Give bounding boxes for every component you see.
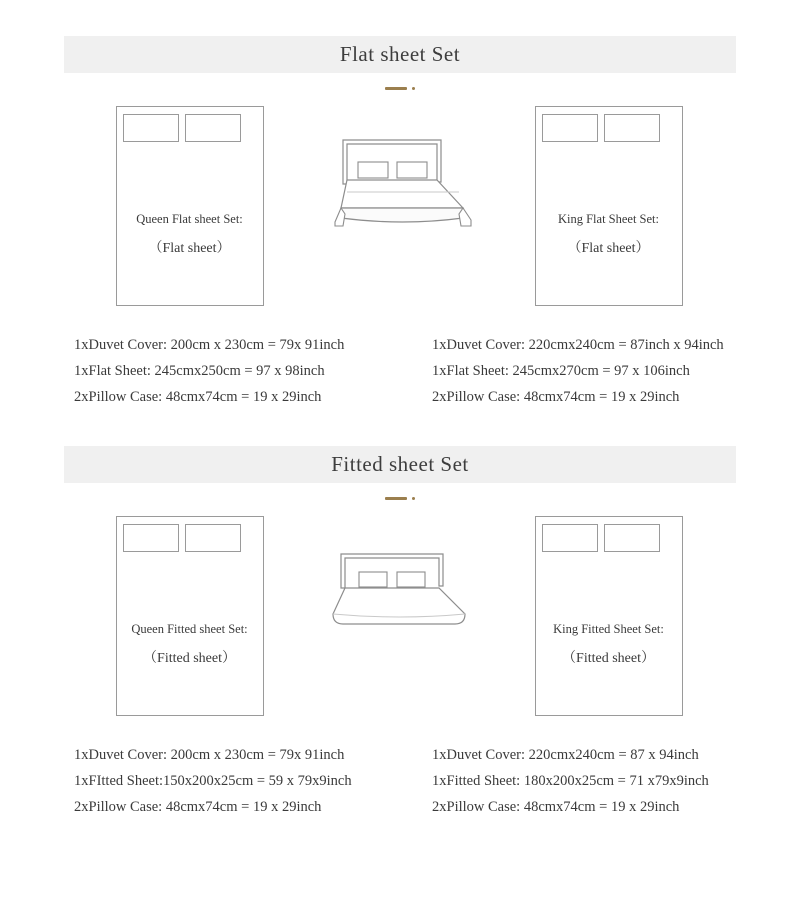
king-fitted-label-line2: （Fitted sheet） [562, 651, 655, 666]
spec-line: 2xPillow Case: 48cmx74cm = 19 x 29inch [432, 799, 680, 815]
queen-flat-label-line2: （Flat sheet） [148, 241, 231, 256]
illustration-row-flat [0, 106, 800, 306]
ornament-divider-fitted [0, 494, 800, 502]
pillow-icon [604, 524, 660, 552]
bed-top-view-diagram [116, 106, 264, 306]
bed-top-view-diagram [535, 106, 683, 306]
pillow-icon [185, 524, 241, 552]
queen-fitted-label-line2: （Fitted sheet） [143, 651, 236, 666]
bed-perspective-icon [325, 122, 475, 232]
pillow-icon [542, 114, 598, 142]
section-title-fitted: Fitted sheet Set [331, 452, 469, 476]
ornament-dot-icon [412, 497, 415, 500]
ornament-divider-flat [0, 84, 800, 92]
ornament-dot-icon [412, 87, 415, 90]
section-title-flat: Flat sheet Set [339, 42, 461, 66]
illustration-row-fitted [0, 516, 800, 716]
queen-fitted-diagram-panel [116, 516, 266, 716]
bed-top-view-diagram [116, 516, 264, 716]
spec-line: 1xFlat Sheet: 245cmx250cm = 97 x 98inch [74, 363, 325, 379]
king-fitted-specs [400, 742, 800, 820]
spec-line: 1xDuvet Cover: 220cmx240cm = 87 x 94inch [432, 747, 699, 763]
fitted-bed-perspective-illustration [318, 516, 483, 642]
king-flat-label-line2: （Flat sheet） [567, 241, 650, 256]
king-flat-specs [400, 332, 800, 410]
specs-row-flat [0, 332, 800, 410]
pillow-icon [185, 114, 241, 142]
bed-top-view-diagram [535, 516, 683, 716]
king-fitted-diagram-panel [535, 516, 685, 716]
king-flat-label-line1: King Flat Sheet Set: [557, 212, 660, 226]
spec-line: 1xDuvet Cover: 220cmx240cm = 87inch x 94inch [432, 337, 724, 353]
spec-line: 2xPillow Case: 48cmx74cm = 19 x 29inch [74, 389, 322, 405]
ornament-bar-icon [385, 87, 407, 90]
spec-line: 2xPillow Case: 48cmx74cm = 19 x 29inch [432, 389, 680, 405]
ornament-bar-icon [385, 497, 407, 500]
specs-row-fitted [0, 742, 800, 820]
spec-line: 2xPillow Case: 48cmx74cm = 19 x 29inch [74, 799, 322, 815]
section-flat-sheet-set [0, 0, 800, 410]
spec-line: 1xDuvet Cover: 200cm x 230cm = 79x 91inch [74, 747, 345, 763]
king-fitted-label-line1: King Fitted Sheet Set: [553, 622, 664, 636]
queen-fitted-specs [0, 742, 400, 820]
pillow-icon [123, 114, 179, 142]
spec-line: 1xFlat Sheet: 245cmx270cm = 97 x 106inch [432, 363, 690, 379]
king-flat-diagram-panel [535, 106, 685, 306]
spec-line: 1xFItted Sheet:150x200x25cm = 59 x 79x9inch [74, 773, 352, 789]
section-banner-flat [64, 36, 736, 73]
pillow-icon [604, 114, 660, 142]
section-spacer [0, 410, 800, 446]
pillow-icon [123, 524, 179, 552]
queen-flat-label-line1: Queen Flat sheet Set: [136, 212, 243, 226]
spec-line: 1xFitted Sheet: 180x200x25cm = 71 x79x9inch [432, 773, 709, 789]
queen-fitted-label-line1: Queen Fitted sheet Set: [131, 622, 248, 636]
spec-line: 1xDuvet Cover: 200cm x 230cm = 79x 91inch [74, 337, 345, 353]
section-fitted-sheet-set [0, 446, 800, 820]
pillow-icon [542, 524, 598, 552]
bed-perspective-illustration [318, 106, 483, 232]
queen-flat-diagram-panel [116, 106, 266, 306]
queen-flat-specs [0, 332, 400, 410]
section-banner-fitted [64, 446, 736, 483]
bed-perspective-icon [325, 532, 475, 642]
